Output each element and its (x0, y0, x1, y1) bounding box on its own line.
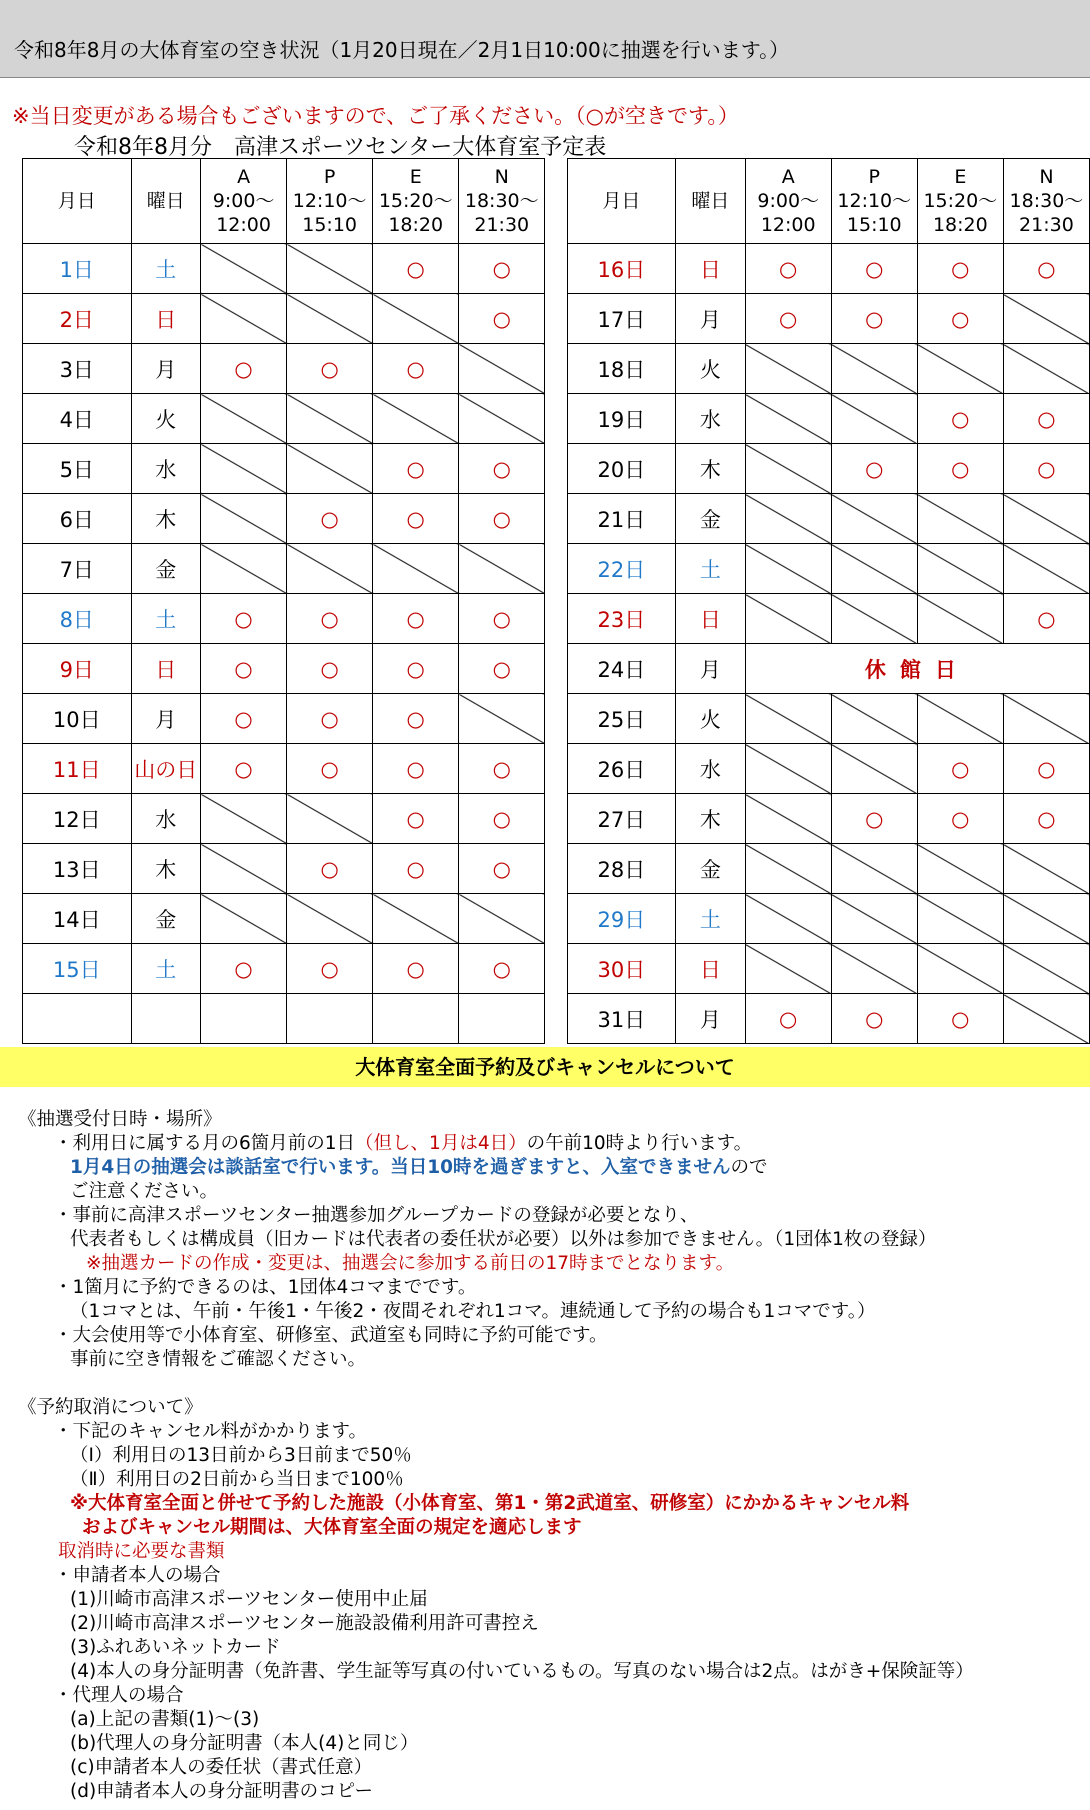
slot-available: ○ (201, 594, 287, 644)
header-slot-line: 9:00～ (212, 190, 275, 212)
slot-available: ○ (1003, 594, 1089, 644)
closed-cell: 休館日 (745, 644, 1089, 694)
slot-unavailable (745, 344, 831, 394)
date-cell: 5日 (23, 444, 132, 494)
slot-unavailable (831, 394, 917, 444)
slot-unavailable (1003, 294, 1089, 344)
slot-available: ○ (201, 644, 287, 694)
slot-available: ○ (287, 644, 373, 694)
table-row (23, 444, 1090, 494)
date-cell: 18日 (567, 344, 676, 394)
weekday-cell: 日 (131, 294, 201, 344)
column-gap (545, 494, 567, 544)
weekday-cell: 日 (676, 594, 746, 644)
column-gap (545, 644, 567, 694)
date-cell: 23日 (567, 594, 676, 644)
weekday-cell: 土 (131, 944, 201, 994)
slot-available: ○ (201, 944, 287, 994)
weekday-cell: 月 (131, 694, 201, 744)
date-cell: 10日 (23, 694, 132, 744)
header-slot-line: 15:20～ (923, 190, 998, 212)
header-slot-line: P (323, 166, 336, 188)
slot-available: ○ (831, 294, 917, 344)
slot-available: ○ (201, 744, 287, 794)
slot-available: ○ (917, 744, 1003, 794)
slot-available: ○ (287, 744, 373, 794)
slot-empty (201, 994, 287, 1044)
slot-unavailable (917, 694, 1003, 744)
table-row (23, 894, 1090, 944)
slot-unavailable (1003, 494, 1089, 544)
header-slot (917, 159, 1003, 244)
cancel-line: ・申請者本人の場合 (54, 1565, 221, 1586)
header-date: 月日 (23, 159, 132, 244)
header-slot (745, 159, 831, 244)
slot-unavailable (745, 394, 831, 444)
slot-unavailable (287, 794, 373, 844)
date-cell: 2日 (23, 294, 132, 344)
date-cell: 11日 (23, 744, 132, 794)
slot-unavailable (201, 844, 287, 894)
column-gap (545, 444, 567, 494)
slot-available: ○ (917, 244, 1003, 294)
header-slot-line: 18:30～ (464, 190, 539, 212)
slot-available: ○ (287, 944, 373, 994)
header-slot-line: 18:20 (932, 214, 988, 236)
column-gap (545, 894, 567, 944)
column-gap (545, 544, 567, 594)
slot-available: ○ (459, 494, 545, 544)
slot-unavailable (831, 494, 917, 544)
header-slot-line: 9:00～ (757, 190, 820, 212)
slot-unavailable (1003, 344, 1089, 394)
slot-unavailable (745, 694, 831, 744)
slot-available: ○ (201, 694, 287, 744)
date-cell: 17日 (567, 294, 676, 344)
slot-unavailable (1003, 944, 1089, 994)
lottery-line: 1月4日の抽選会は談話室で行います。当日10時を過ぎますと、入室できませんので (70, 1157, 768, 1178)
slot-available: ○ (745, 994, 831, 1044)
slot-unavailable (831, 544, 917, 594)
date-cell: 24日 (567, 644, 676, 694)
header-slot-line: 18:20 (388, 214, 444, 236)
header-slot-line: 12:10～ (837, 190, 912, 212)
header-slot-line: 18:30～ (1009, 190, 1084, 212)
weekday-cell: 木 (131, 494, 201, 544)
slot-unavailable (373, 394, 459, 444)
table-row (23, 394, 1090, 444)
header-slot (831, 159, 917, 244)
lottery-line: ※抽選カードの作成・変更は、抽選会に参加する前日の17時までとなります。 (86, 1253, 735, 1274)
cancel-line: ※大体育室全面と併せて予約した施設（小体育室、第1・第2武道室、研修室）にかかるキャンセル料 (70, 1493, 910, 1514)
cancel-line: (b)代理人の身分証明書（本人(4)と同じ） (70, 1733, 419, 1754)
header-slot (373, 159, 459, 244)
slot-unavailable (831, 744, 917, 794)
slot-available: ○ (917, 444, 1003, 494)
column-gap (545, 394, 567, 444)
header-date: 月日 (567, 159, 676, 244)
slot-available: ○ (373, 244, 459, 294)
lottery-line: ・利用日に属する月の6箇月前の1日（但し、1月は4日）の午前10時より行います。 (54, 1133, 753, 1154)
table-row (23, 844, 1090, 894)
column-gap (545, 944, 567, 994)
slot-available: ○ (373, 494, 459, 544)
slot-available: ○ (459, 794, 545, 844)
slot-unavailable (745, 444, 831, 494)
date-cell: 16日 (567, 244, 676, 294)
lottery-line: ・大会使用等で小体育室、研修室、武道室も同時に予約可能です。 (54, 1325, 608, 1346)
header-slot-line: 15:20～ (378, 190, 453, 212)
slot-available: ○ (287, 844, 373, 894)
slot-unavailable (201, 444, 287, 494)
date-cell: 21日 (567, 494, 676, 544)
cancel-line: 取消時に必要な書類 (58, 1541, 225, 1562)
slot-unavailable (459, 894, 545, 944)
weekday-cell: 金 (676, 844, 746, 894)
cancel-line: およびキャンセル期間は、大体育室全面の規定を適応します (82, 1517, 582, 1538)
slot-available: ○ (459, 444, 545, 494)
column-gap (545, 794, 567, 844)
date-cell: 28日 (567, 844, 676, 894)
weekday-cell: 金 (676, 494, 746, 544)
slot-available: ○ (1003, 444, 1089, 494)
header-slot-line: N (1039, 166, 1054, 188)
weekday-cell: 水 (131, 794, 201, 844)
cancel-line: （Ⅰ）利用日の13日前から3日前まで50％ (70, 1445, 412, 1466)
slot-unavailable (917, 344, 1003, 394)
slot-available: ○ (373, 794, 459, 844)
header-weekday: 曜日 (676, 159, 746, 244)
slot-unavailable (1003, 994, 1089, 1044)
header-slot-line: A (781, 166, 795, 188)
table-row (23, 294, 1090, 344)
weekday-cell: 火 (676, 344, 746, 394)
header-slot-line: 15:10 (302, 214, 358, 236)
slot-unavailable (459, 544, 545, 594)
weekday-cell: 水 (676, 394, 746, 444)
slot-available: ○ (831, 244, 917, 294)
date-cell: 4日 (23, 394, 132, 444)
slot-available: ○ (459, 644, 545, 694)
slot-unavailable (1003, 844, 1089, 894)
table-row (23, 244, 1090, 294)
header-slot-line: A (237, 166, 251, 188)
cancel-line: (3)ふれあいネットカード (70, 1637, 281, 1658)
slot-unavailable (201, 544, 287, 594)
weekday-cell: 土 (676, 894, 746, 944)
slot-empty (459, 994, 545, 1044)
header-slot-line: 21:30 (474, 214, 530, 236)
date-cell: 6日 (23, 494, 132, 544)
weekday-cell: 金 (131, 544, 201, 594)
slot-unavailable (745, 544, 831, 594)
date-cell: 25日 (567, 694, 676, 744)
column-gap (545, 844, 567, 894)
slot-available: ○ (287, 694, 373, 744)
header-slot-line: 21:30 (1019, 214, 1074, 236)
slot-unavailable (201, 894, 287, 944)
date-cell: 30日 (567, 944, 676, 994)
date-cell: 1日 (23, 244, 132, 294)
slot-unavailable (287, 394, 373, 444)
weekday-cell (131, 994, 201, 1044)
table-row (23, 544, 1090, 594)
header-slot-line: E (954, 166, 967, 188)
weekday-cell: 木 (676, 444, 746, 494)
cancel-line: (4)本人の身分証明書（免許書、学生証等写真の付いているもの。写真のない場合は2点。はがき+保険証等） (70, 1661, 974, 1682)
cancel-line: (1)川崎市高津スポーツセンター使用中止届 (70, 1589, 428, 1610)
slot-unavailable (1003, 544, 1089, 594)
weekday-cell: 日 (676, 244, 746, 294)
table-row (23, 944, 1090, 994)
slot-unavailable (373, 294, 459, 344)
slot-unavailable (373, 544, 459, 594)
lottery-line: 代表者もしくは構成員（旧カードは代表者の委任状が必要）以外は参加できません。（1団体1枚の登録） (70, 1229, 937, 1250)
header-slot-line: 15:10 (846, 214, 902, 236)
table-row (23, 694, 1090, 744)
weekday-cell: 土 (676, 544, 746, 594)
date-cell: 7日 (23, 544, 132, 594)
weekday-cell: 日 (676, 944, 746, 994)
cancel-line: ・下記のキャンセル料がかかります。 (54, 1421, 368, 1442)
table-row (23, 594, 1090, 644)
weekday-cell: 月 (131, 344, 201, 394)
weekday-cell: 月 (676, 994, 746, 1044)
date-cell: 19日 (567, 394, 676, 444)
weekday-cell: 金 (131, 894, 201, 944)
slot-empty (373, 994, 459, 1044)
lottery-line: ・1箇月に予約できるのは、1団体4コマまでです。 (54, 1277, 477, 1298)
column-gap (545, 994, 567, 1044)
header-slot-line: 12:00 (216, 214, 271, 236)
header-slot-line: 12:00 (760, 214, 816, 236)
slot-unavailable (745, 794, 831, 844)
date-cell: 13日 (23, 844, 132, 894)
slot-unavailable (831, 844, 917, 894)
header-slot (287, 159, 373, 244)
slot-available: ○ (373, 344, 459, 394)
cancel-line: （Ⅱ）利用日の2日前から当日まで100％ (70, 1469, 404, 1490)
date-cell: 3日 (23, 344, 132, 394)
weekday-cell: 土 (131, 594, 201, 644)
slot-available: ○ (287, 494, 373, 544)
date-cell: 22日 (567, 544, 676, 594)
slot-available: ○ (287, 594, 373, 644)
slot-available: ○ (831, 994, 917, 1044)
header-slot-line: 12:10～ (292, 190, 367, 212)
date-cell: 31日 (567, 994, 676, 1044)
date-cell: 9日 (23, 644, 132, 694)
slot-unavailable (287, 244, 373, 294)
table-header-row (23, 159, 1090, 244)
slot-available: ○ (917, 394, 1003, 444)
slot-available: ○ (373, 844, 459, 894)
column-gap (545, 159, 567, 244)
lottery-line: （1コマとは、午前・午後1・午後2・夜間それぞれ1コマ。連続通して予約の場合も1コマです。） (70, 1301, 876, 1322)
slot-available: ○ (287, 344, 373, 394)
header-slot (201, 159, 287, 244)
weekday-cell: 月 (676, 294, 746, 344)
notice-text: ※当日変更がある場合もございますので、ご了承ください。（○が空きです。） (12, 104, 739, 128)
slot-available: ○ (745, 294, 831, 344)
table-row (23, 744, 1090, 794)
date-cell: 15日 (23, 944, 132, 994)
weekday-cell: 水 (676, 744, 746, 794)
slot-unavailable (917, 494, 1003, 544)
slot-available: ○ (373, 944, 459, 994)
weekday-cell: 日 (131, 644, 201, 694)
lottery-line: 事前に空き情報をご確認ください。 (70, 1349, 367, 1370)
table-row (23, 994, 1090, 1044)
slot-unavailable (459, 394, 545, 444)
slot-unavailable (917, 544, 1003, 594)
weekday-cell: 山の日 (131, 744, 201, 794)
slot-available: ○ (459, 844, 545, 894)
lottery-line: ・事前に高津スポーツセンター抽選参加グループカードの登録が必要となり、 (54, 1205, 699, 1226)
date-cell: 29日 (567, 894, 676, 944)
slot-unavailable (745, 594, 831, 644)
column-gap (545, 294, 567, 344)
slot-available: ○ (201, 344, 287, 394)
table-row (23, 494, 1090, 544)
weekday-cell: 木 (131, 844, 201, 894)
weekday-cell: 月 (676, 644, 746, 694)
header-slot (459, 159, 545, 244)
slot-unavailable (917, 844, 1003, 894)
slot-unavailable (831, 344, 917, 394)
slot-available: ○ (459, 944, 545, 994)
slot-unavailable (459, 694, 545, 744)
schedule-table (22, 158, 1090, 1044)
lottery-heading: 《抽選受付日時・場所》 (18, 1109, 222, 1130)
date-cell: 20日 (567, 444, 676, 494)
slot-available: ○ (459, 294, 545, 344)
slot-unavailable (745, 844, 831, 894)
table-row (23, 794, 1090, 844)
slot-available: ○ (1003, 394, 1089, 444)
slot-unavailable (831, 694, 917, 744)
column-gap (545, 244, 567, 294)
slot-available: ○ (831, 794, 917, 844)
header-slot-line: N (494, 166, 509, 188)
slot-unavailable (287, 294, 373, 344)
slot-unavailable (745, 494, 831, 544)
slot-empty (287, 994, 373, 1044)
slot-available: ○ (917, 794, 1003, 844)
cancel-line: (d)申請者本人の身分証明書のコピー (70, 1781, 373, 1802)
cancel-line: (c)申請者本人の委任状（書式任意） (70, 1757, 373, 1778)
slot-unavailable (917, 944, 1003, 994)
slot-available: ○ (917, 994, 1003, 1044)
cancel-line: (a)上記の書類(1)～(3) (70, 1709, 260, 1730)
date-cell: 8日 (23, 594, 132, 644)
slot-unavailable (201, 294, 287, 344)
header-slot-line: E (409, 166, 422, 188)
lottery-line: ご注意ください。 (70, 1181, 219, 1202)
slot-unavailable (745, 944, 831, 994)
slot-available: ○ (459, 594, 545, 644)
slot-available: ○ (373, 744, 459, 794)
slot-available: ○ (831, 444, 917, 494)
slot-available: ○ (373, 644, 459, 694)
slot-unavailable (287, 444, 373, 494)
date-cell: 14日 (23, 894, 132, 944)
column-gap (545, 744, 567, 794)
slot-available: ○ (459, 744, 545, 794)
header-weekday: 曜日 (131, 159, 201, 244)
slot-available: ○ (373, 444, 459, 494)
table-row (23, 344, 1090, 394)
slot-available: ○ (1003, 794, 1089, 844)
slot-unavailable (287, 894, 373, 944)
header-slot (1003, 159, 1089, 244)
slot-unavailable (201, 244, 287, 294)
slot-unavailable (459, 344, 545, 394)
column-gap (545, 694, 567, 744)
section-bar: 大体育室全面予約及びキャンセルについて (0, 1047, 1090, 1087)
weekday-cell: 火 (131, 394, 201, 444)
column-gap (545, 344, 567, 394)
slot-available: ○ (373, 594, 459, 644)
slot-available: ○ (459, 244, 545, 294)
slot-unavailable (831, 944, 917, 994)
slot-unavailable (745, 744, 831, 794)
slot-available: ○ (1003, 244, 1089, 294)
date-cell (23, 994, 132, 1044)
column-gap (545, 594, 567, 644)
slot-unavailable (201, 394, 287, 444)
slot-available: ○ (917, 294, 1003, 344)
weekday-cell: 火 (676, 694, 746, 744)
cancel-heading: 《予約取消について》 (18, 1397, 203, 1418)
top-banner (0, 0, 1090, 78)
slot-unavailable (201, 494, 287, 544)
slot-unavailable (1003, 894, 1089, 944)
slot-available: ○ (373, 694, 459, 744)
slot-unavailable (917, 894, 1003, 944)
slot-unavailable (917, 594, 1003, 644)
table-title: 令和8年8月分 高津スポーツセンター大体育室予定表 (74, 135, 607, 160)
slot-unavailable (201, 794, 287, 844)
slot-unavailable (831, 594, 917, 644)
weekday-cell: 水 (131, 444, 201, 494)
slot-available: ○ (745, 244, 831, 294)
date-cell: 12日 (23, 794, 132, 844)
date-cell: 27日 (567, 794, 676, 844)
banner-text: 令和8年8月の大体育室の空き状況（1月20日現在／2月1日10:00に抽選を行います。） (14, 38, 790, 62)
date-cell: 26日 (567, 744, 676, 794)
cancel-line: ・代理人の場合 (54, 1685, 184, 1706)
table-row (23, 644, 1090, 694)
slot-unavailable (1003, 694, 1089, 744)
weekday-cell: 土 (131, 244, 201, 294)
slot-unavailable (287, 544, 373, 594)
notes (18, 1108, 1078, 1804)
slot-unavailable (745, 894, 831, 944)
slot-unavailable (373, 894, 459, 944)
header-slot-line: P (868, 166, 881, 188)
slot-unavailable (831, 894, 917, 944)
cancel-line: (2)川崎市高津スポーツセンター施設設備利用許可書控え (70, 1613, 539, 1634)
weekday-cell: 木 (676, 794, 746, 844)
slot-available: ○ (1003, 744, 1089, 794)
